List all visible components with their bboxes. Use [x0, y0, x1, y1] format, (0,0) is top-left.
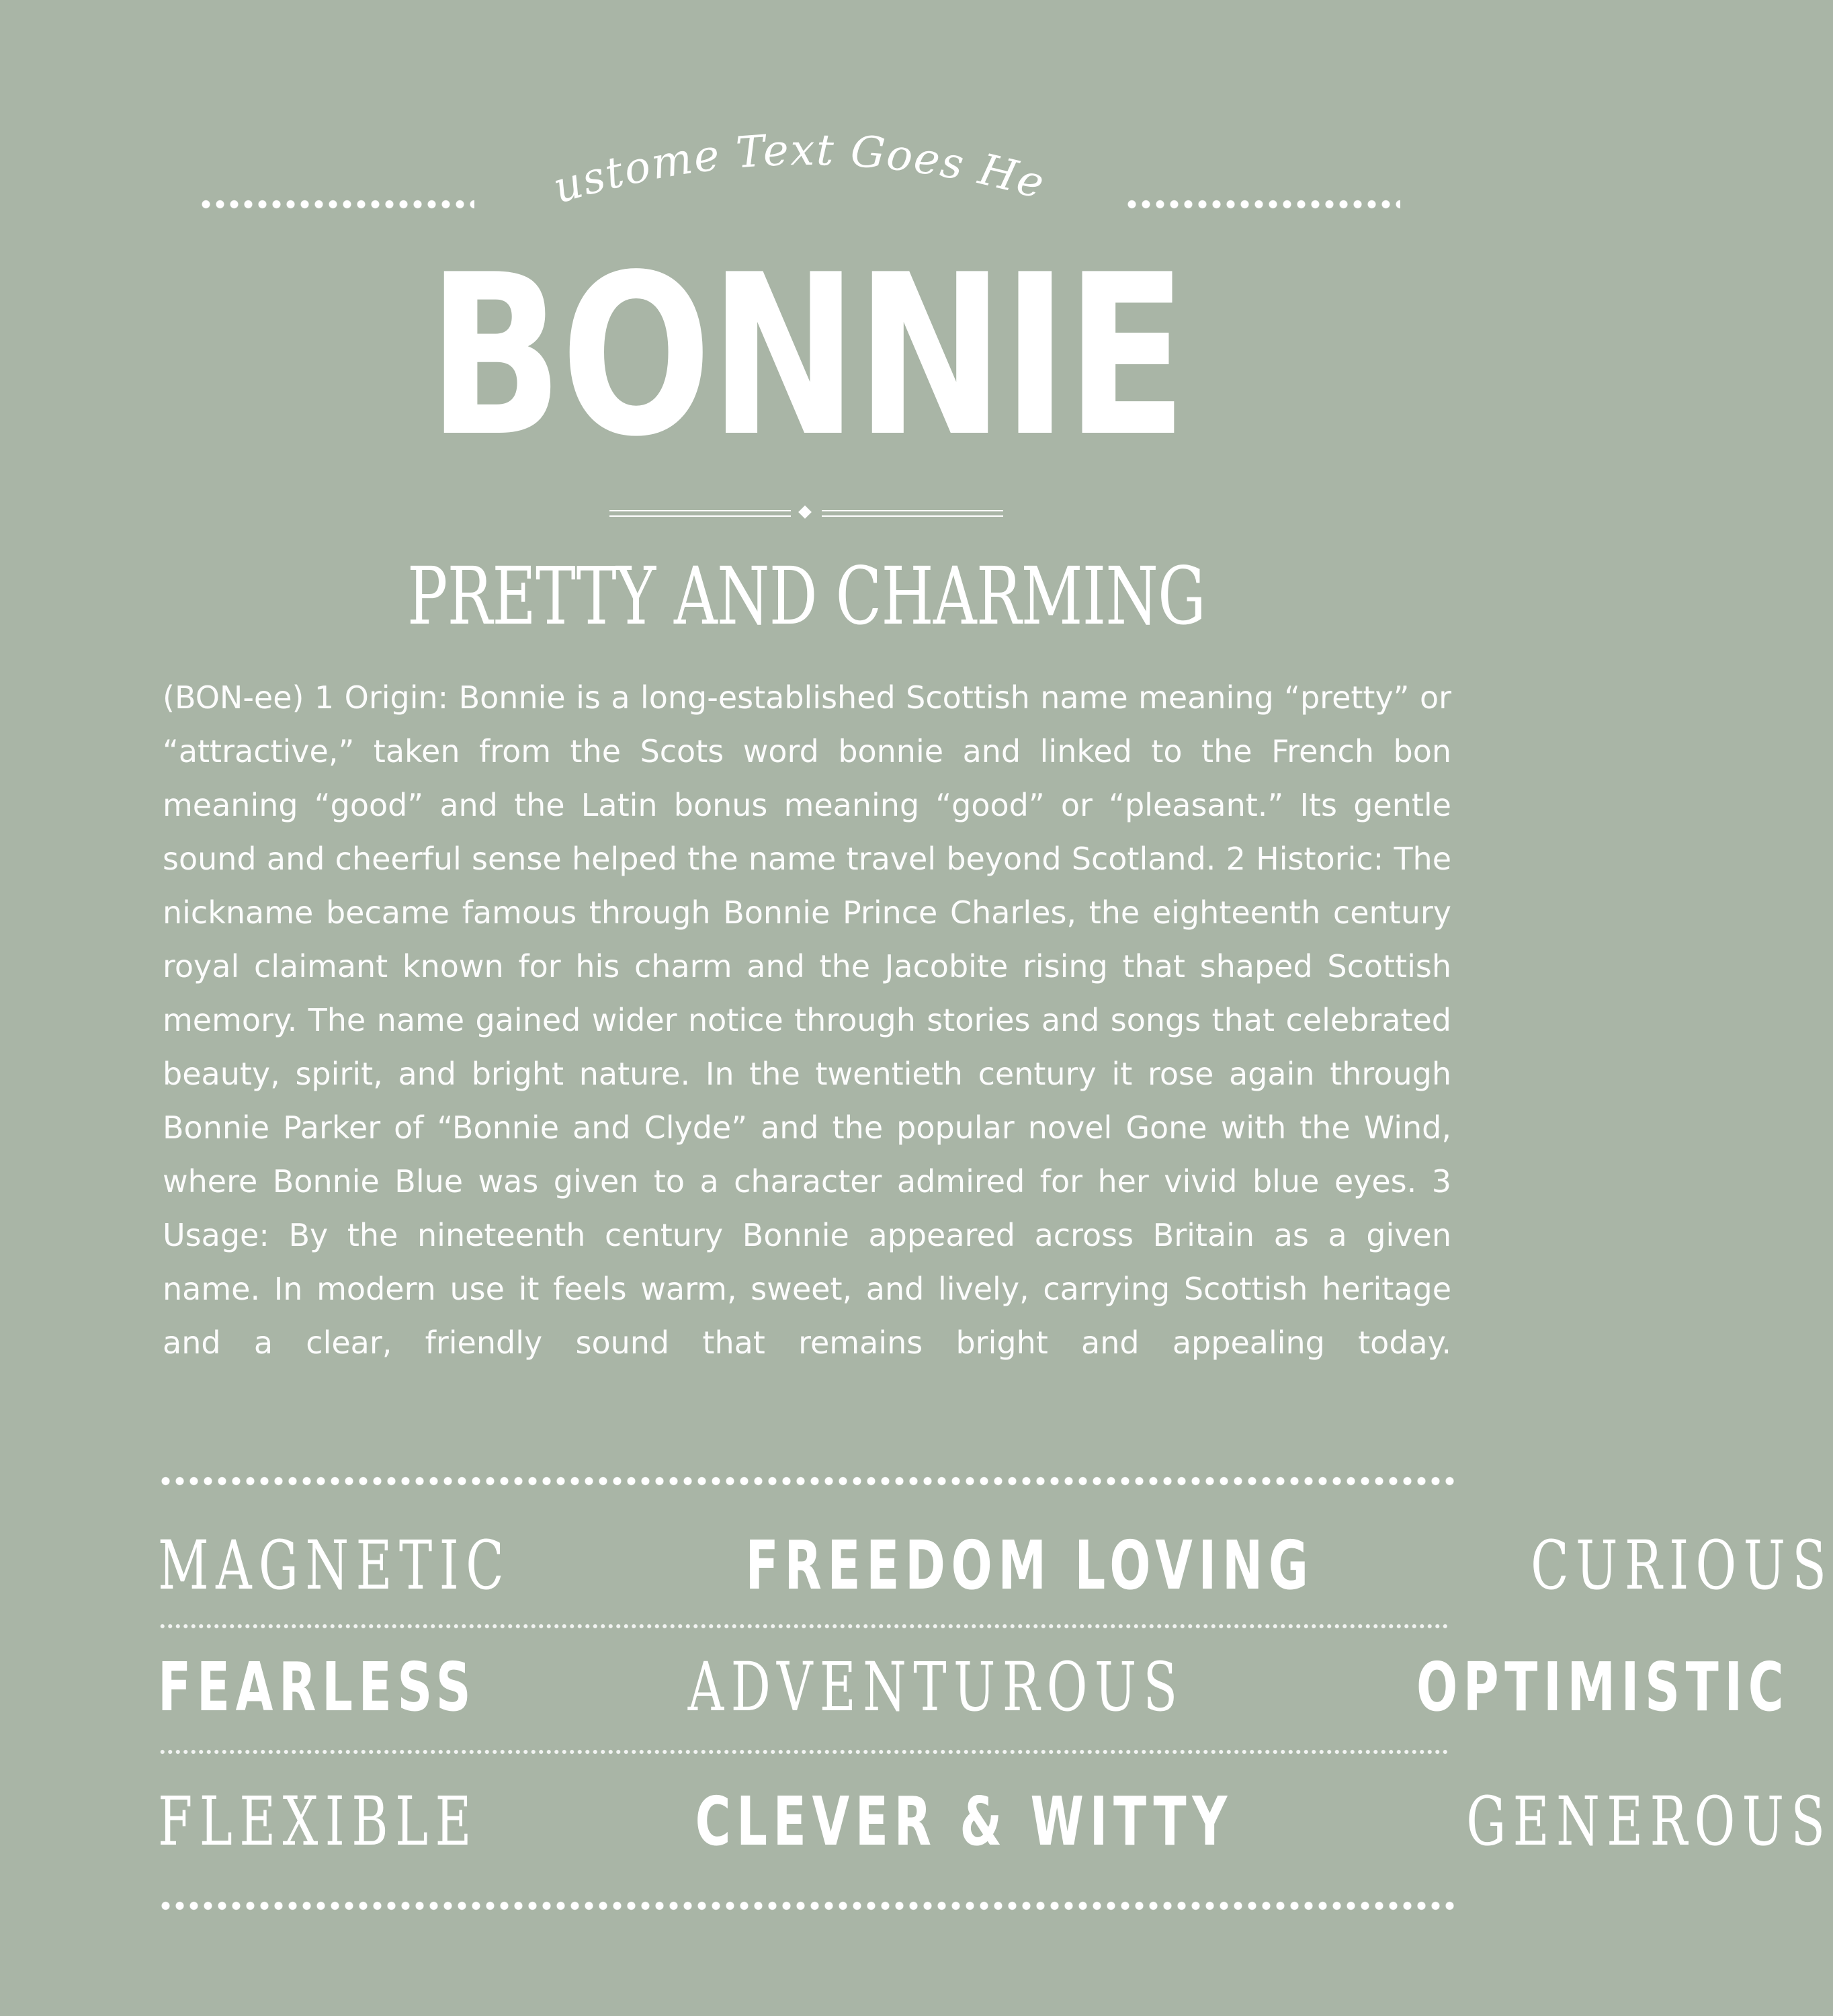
dotted-rule-traits-top: [159, 1476, 1458, 1486]
trait-item: OPTIMISTIC: [1416, 1648, 1790, 1726]
dotted-rule-bottom: [159, 1901, 1458, 1910]
tagline-text: [507, 62, 1051, 214]
dotted-rule-top-right: [1125, 200, 1400, 209]
traits-row-1: [158, 1522, 1833, 1609]
tagline-arc: [507, 62, 1089, 222]
trait-item: MAGNETIC: [158, 1526, 511, 1605]
trait-item: CLEVER & WITTY: [695, 1782, 1234, 1861]
name-meaning-heading: PRETTY AND CHARMING: [407, 550, 1205, 642]
ornamental-divider: [605, 504, 1008, 524]
trait-item: FEARLESS: [158, 1648, 477, 1726]
diamond-ornament-icon: [798, 505, 812, 519]
trait-item: CURIOUS: [1531, 1526, 1833, 1605]
divider-double-rule-right: [822, 510, 1003, 517]
custom-tagline: [507, 62, 1089, 222]
name-description: (BON-ee) 1 Origin: Bonnie is a long-established Scottish name meaning “pretty” or “attractive,” taken from the Scots word bonnie and linked to the French bon meaning “good” and the Latin bonus meaning “good” or “pleasant.” Its gentle sound and cheerful sense helped the name travel beyond Scotland. 2 Historic: The nickname became famous through Bonnie Prince Charles, the eighteenth century royal claimant known for his charm and the Jacobite rising that shaped Scottish memory. The name gained wider notice through stories and songs that celebrated beauty, spirit, and bright nature. In the twentieth century it rose again through Bonnie Parker of “Bonnie and Clyde” and the popular novel Gone with the Wind, where Bonnie Blue was given to a character admired for her vivid blue eyes. 3 Usage: By the nineteenth century Bonnie appeared across Britain as a given name. In modern use it feels warm, sweet, and lively, carrying Scottish heritage and a clear, friendly sound that remains bright and appealing today.: [163, 679, 1451, 1361]
tagline-text-path: Custome Text Goes Here: [507, 62, 1051, 214]
trait-item: FREEDOM LOVING: [745, 1526, 1314, 1605]
dotted-separator-1: [159, 1624, 1449, 1629]
trait-item: ADVENTUROUS: [687, 1648, 1185, 1726]
dotted-rule-top-left: [199, 200, 474, 209]
trait-item: FLEXIBLE: [158, 1782, 478, 1861]
divider-double-rule-left: [609, 510, 791, 517]
dotted-separator-2: [159, 1749, 1449, 1755]
name-title: BONNIE: [427, 227, 1185, 485]
traits-row-3: [158, 1778, 1832, 1865]
traits-row-2: [158, 1644, 1790, 1731]
trait-item: GENEROUS: [1466, 1782, 1832, 1861]
